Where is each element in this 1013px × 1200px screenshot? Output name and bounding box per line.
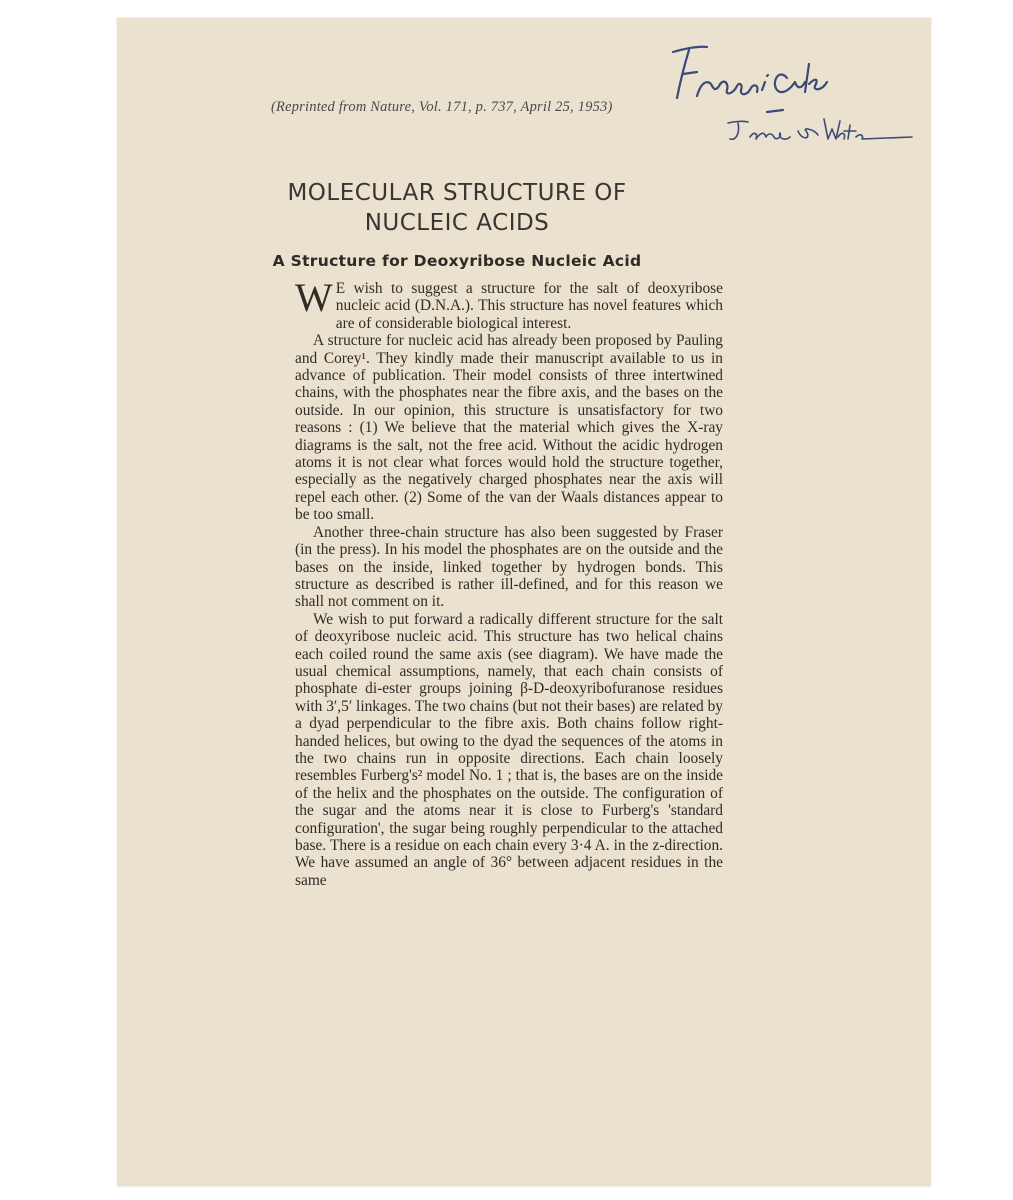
paragraph-2: A structure for nucleic acid has already been proposed by Pauling and Corey¹. They kindly made their manuscript available to us in advance of publication. Their model consists of three intertwined chains, with the phosphates near the fibre axis, and the bases on the outside. In our opinion, this structure is unsatisfactory for two reasons : (1) We believe that the material which gives the X-ray diagrams is the salt, not the free acid. Without the acidic hydrogen atoms it is not clear what forces would hold the structure together, especially as the negatively charged phosphates near the axis will repel each other. (2) Some of the van der Waals distances appear to be too small. [295,332,723,524]
title-line-2: NUCLEIC ACIDS [364,210,550,236]
signature-watson [722,113,882,153]
drop-cap: W [295,275,333,320]
signature-crick-drawing [667,38,857,113]
article-subtitle: A Structure for Deoxyribose Nucleic Acid [272,252,642,270]
article-body [295,275,723,889]
reprint-page [117,18,931,1186]
paragraph-1 [295,275,723,332]
signature-watson-drawing [722,113,882,153]
paragraph-3: Another three-chain structure has also been suggested by Fraser (in the press). In his model the phosphates are on the outside and the bases on the inside, linked together by hydrogen bonds. This structure as described is rather ill-defined, and for this reason we shall not comment on it. [295,523,723,611]
reprint-citation: (Reprinted from Nature, Vol. 171, p. 737, April 25, 1953) [271,99,613,115]
signature-crick [667,38,857,113]
paragraph-4: We wish to put forward a radically different structure for the salt of deoxyribose nucleic acid. This structure has two helical chains each coiled round the same axis (see diagram). We have made the usual chemical assumptions, namely, that each chain consists of phosphate di-ester groups joining β-D-deoxyribofuranose residues with 3′,5′ linkages. The two chains (but not their bases) are related by a dyad perpendicular to the fibre axis. Both chains follow right-handed helices, but owing to the dyad the sequences of the atoms in the two chains run in opposite directions. Each chain loosely resembles Furberg's² model No. 1 ; that is, the bases are on the inside of the helix and the phosphates on the outside. The configuration of the sugar and the atoms near it is close to Furberg's 'standard configuration', the sugar being roughly perpendicular to the attached base. There is a residue on each chain every 3·4 A. in the z-direction. We have assumed an angle of 36° between adjacent residues in the same [295,610,723,889]
title-line-1: MOLECULAR STRUCTURE OF [287,180,627,206]
article-title [117,178,797,238]
paragraph-1-text: E wish to suggest a structure for the salt of deoxyribose nucleic acid (D.N.A.). This structure has novel features which are of considerable biological interest. [335,280,723,332]
